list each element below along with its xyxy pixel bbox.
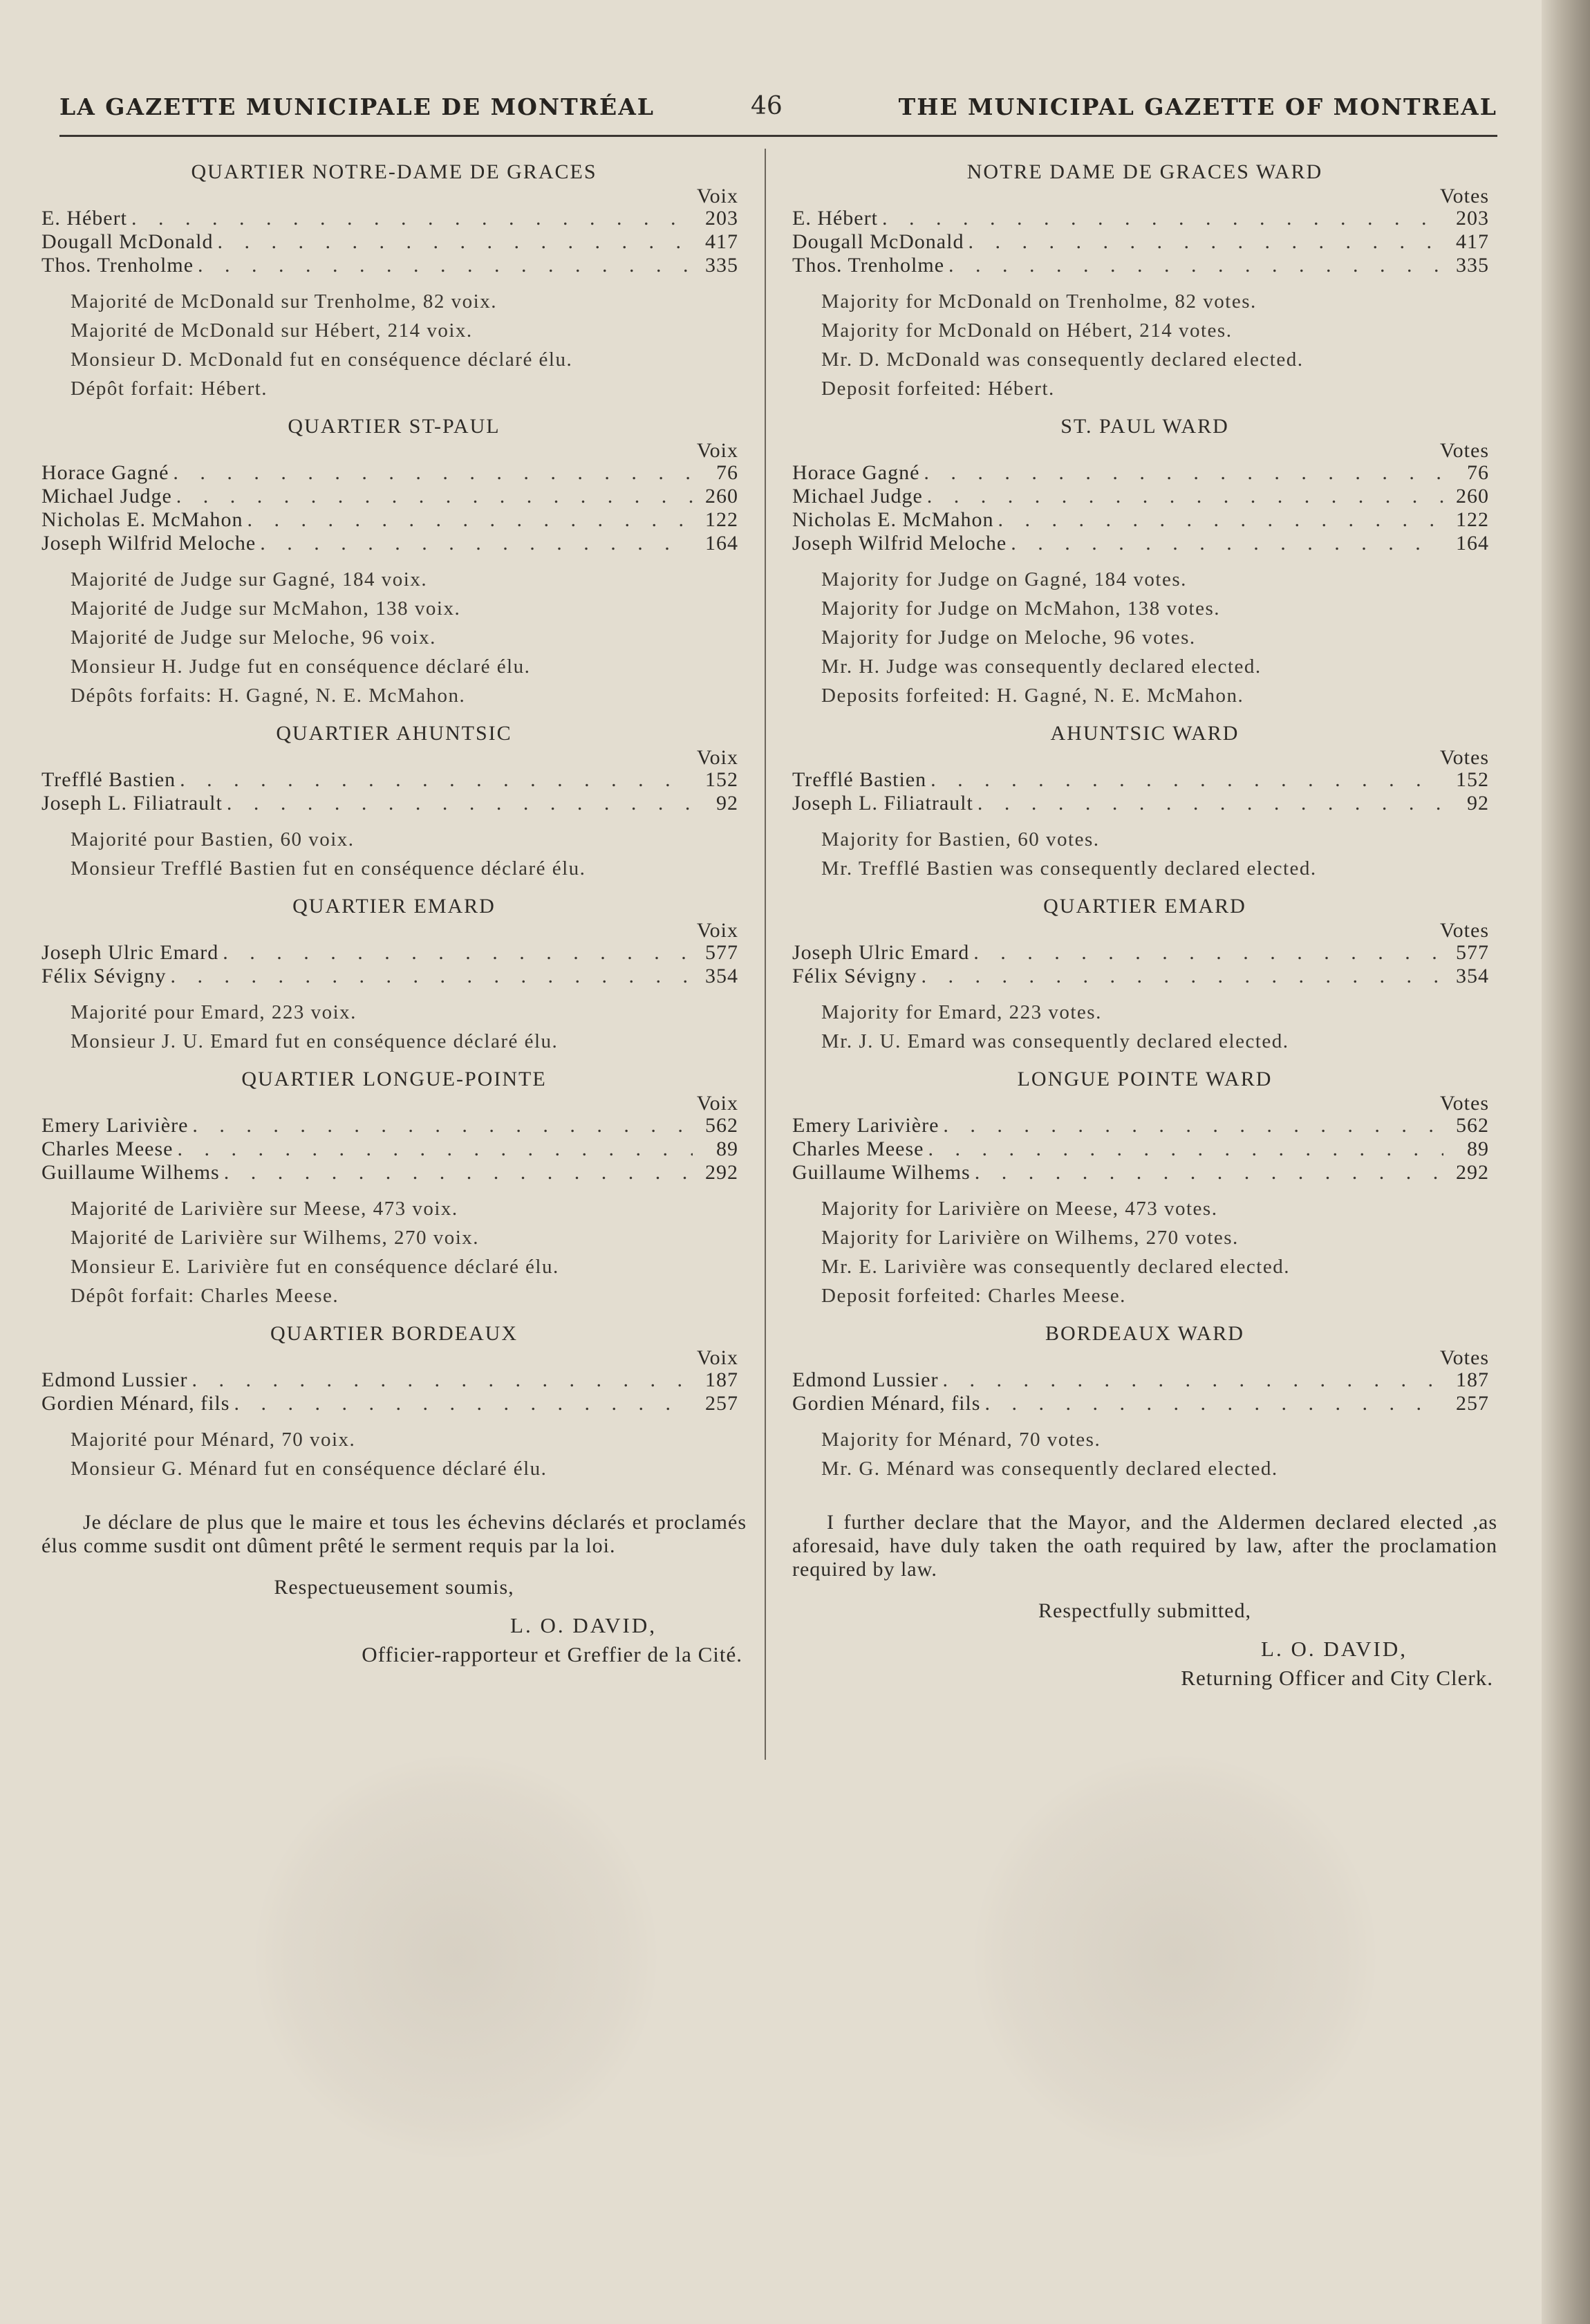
results-list: [41, 768, 747, 815]
dot-leader: [217, 230, 693, 254]
candidate-row: [792, 485, 1497, 508]
candidate-row: [792, 1368, 1497, 1392]
closing-declaration: I further declare that the Mayor, and the Aldermen declared elected ,as aforesaid, have duly taken the oath required by law, after the proclamation required by law.: [792, 1511, 1497, 1581]
results-section: [792, 160, 1497, 403]
votes-unit-label: Voix: [696, 1092, 738, 1115]
dot-leader: [978, 792, 1443, 815]
candidate-row: [41, 1137, 747, 1161]
dot-leader: [191, 1368, 693, 1392]
vote-count: 354: [1456, 965, 1489, 987]
candidate-name: Joseph Ulric Emard: [41, 941, 219, 964]
result-note: Majorité de Larivière sur Meese, 473 voix.: [71, 1198, 458, 1220]
result-note: Majorité de Judge sur McMahon, 138 voix.: [71, 597, 461, 620]
candidate-name: Edmond Lussier: [41, 1368, 188, 1391]
results-list: [792, 461, 1497, 555]
vote-count: 292: [705, 1161, 738, 1184]
vote-count: 122: [1456, 508, 1489, 531]
section-title: LONGUE POINTE WARD: [1017, 1068, 1273, 1090]
candidate-row: [41, 792, 747, 815]
result-note: Majority for Ménard, 70 votes.: [821, 1429, 1101, 1451]
results-section: [41, 721, 747, 883]
candidate-row: [792, 768, 1497, 792]
candidate-row: [41, 965, 747, 988]
candidate-name: E. Hébert: [41, 207, 127, 230]
vote-count: 152: [705, 768, 738, 791]
vote-count: 417: [1456, 230, 1489, 253]
candidate-name: Gordien Ménard, fils: [792, 1392, 981, 1415]
vote-count: 335: [705, 254, 738, 277]
result-note: Majority for McDonald on Trenholme, 82 votes.: [821, 290, 1257, 313]
result-note: Majority for Bastien, 60 votes.: [821, 828, 1100, 850]
result-note: Monsieur E. Larivière fut en conséquence déclaré élu.: [71, 1256, 559, 1278]
dot-leader: [247, 508, 693, 532]
dot-leader: [943, 1114, 1443, 1137]
result-note: Majorité de Judge sur Meloche, 96 voix.: [71, 626, 436, 649]
candidate-name: Joseph L. Filiatrault: [41, 792, 223, 815]
candidate-name: Félix Sévigny: [41, 965, 167, 987]
vote-count: 417: [705, 230, 738, 253]
candidate-row: [41, 485, 747, 508]
candidate-row: [792, 1161, 1497, 1184]
page-number: 46: [751, 92, 783, 120]
candidate-row: [41, 230, 747, 254]
vote-count: 152: [1456, 768, 1489, 791]
dot-leader: [180, 768, 693, 792]
header-title-english: THE MUNICIPAL GAZETTE OF MONTREAL: [898, 93, 1497, 120]
candidate-name: E. Hébert: [792, 207, 878, 230]
results-section: [41, 1321, 747, 1483]
section-title: NOTRE DAME DE GRACES WARD: [966, 160, 1323, 183]
candidate-row: [41, 207, 747, 230]
vote-count: 76: [716, 461, 738, 484]
dot-leader: [924, 461, 1443, 485]
dot-leader: [922, 965, 1443, 988]
dot-leader: [171, 965, 693, 988]
vote-count: 203: [705, 207, 738, 230]
candidate-row: [41, 1161, 747, 1184]
dot-leader: [927, 485, 1443, 508]
candidate-row: [41, 1392, 747, 1415]
candidate-name: Guillaume Wilhems: [41, 1161, 220, 1184]
vote-count: 203: [1456, 207, 1489, 230]
vote-count: 562: [705, 1114, 738, 1137]
candidate-name: Dougall McDonald: [41, 230, 214, 253]
candidate-name: Emery Larivière: [41, 1114, 189, 1137]
candidate-name: Michael Judge: [792, 485, 923, 508]
result-note: Majority for Emard, 223 votes.: [821, 1001, 1102, 1023]
section-notes: [41, 1194, 747, 1310]
result-note: Majorité pour Bastien, 60 voix.: [71, 828, 355, 850]
section-notes: [792, 565, 1497, 710]
candidate-name: Guillaume Wilhems: [792, 1161, 971, 1184]
vote-count: 354: [705, 965, 738, 987]
section-title: AHUNTSIC WARD: [1050, 722, 1240, 745]
result-note: Deposits forfeited: H. Gagné, N. E. McMahon.: [821, 685, 1244, 707]
candidate-name: Joseph Wilfrid Meloche: [792, 532, 1007, 555]
results-section: [792, 894, 1497, 1056]
candidate-name: Horace Gagné: [792, 461, 920, 484]
results-list: [41, 941, 747, 988]
result-note: Monsieur Trefflé Bastien fut en conséquence déclaré élu.: [71, 857, 586, 880]
section-title: BORDEAUX WARD: [1045, 1322, 1244, 1345]
candidate-name: Michael Judge: [41, 485, 172, 508]
dot-leader: [1011, 532, 1443, 555]
section-notes: [792, 998, 1497, 1056]
candidate-row: [792, 941, 1497, 965]
dot-leader: [177, 1137, 693, 1161]
candidate-name: Joseph Wilfrid Meloche: [41, 532, 256, 555]
result-note: Mr. E. Larivière was consequently declared elected.: [821, 1256, 1290, 1278]
candidate-name: Nicholas E. McMahon: [41, 508, 243, 531]
section-title: QUARTIER NOTRE-DAME DE GRACES: [191, 160, 597, 183]
results-list: [41, 1368, 747, 1415]
votes-unit-label: Voix: [696, 185, 738, 207]
candidate-name: Félix Sévigny: [792, 965, 917, 987]
votes-unit-label: Votes: [1439, 439, 1489, 462]
result-note: Majorité de McDonald sur Trenholme, 82 voix.: [71, 290, 497, 313]
results-section: [41, 160, 747, 403]
signature-name: L. O. DAVID,: [1261, 1637, 1407, 1661]
results-list: [792, 1114, 1497, 1184]
dot-leader: [223, 941, 693, 965]
section-title: QUARTIER AHUNTSIC: [276, 722, 512, 745]
candidate-row: [792, 965, 1497, 988]
vote-count: 76: [1467, 461, 1489, 484]
votes-unit-label: Votes: [1439, 185, 1489, 207]
header-title-french: LA GAZETTE MUNICIPALE DE MONTRÉAL: [59, 93, 655, 120]
results-section: [41, 1067, 747, 1310]
candidate-row: [41, 941, 747, 965]
dot-leader: [882, 207, 1443, 230]
results-list: [41, 1114, 747, 1184]
dot-leader: [928, 1137, 1443, 1161]
dot-leader: [930, 768, 1443, 792]
candidate-row: [792, 461, 1497, 485]
results-list: [41, 461, 747, 555]
dot-leader: [984, 1392, 1443, 1415]
vote-count: 260: [1456, 485, 1489, 508]
section-notes: [41, 287, 747, 403]
results-list: [41, 207, 747, 277]
candidate-name: Nicholas E. McMahon: [792, 508, 994, 531]
vote-count: 92: [716, 792, 738, 815]
dot-leader: [173, 461, 693, 485]
candidate-name: Edmond Lussier: [792, 1368, 939, 1391]
vote-count: 187: [1456, 1368, 1489, 1391]
result-note: Mr. D. McDonald was consequently declared elected.: [821, 348, 1304, 371]
result-note: Majorité de Larivière sur Wilhems, 270 voix.: [71, 1227, 480, 1249]
result-note: Majority for Larivière on Wilhems, 270 votes.: [821, 1227, 1239, 1249]
candidate-row: [792, 1114, 1497, 1137]
result-note: Majorité pour Ménard, 70 voix.: [71, 1429, 356, 1451]
result-note: Majority for Judge on McMahon, 138 votes.: [821, 597, 1220, 620]
candidate-name: Joseph Ulric Emard: [792, 941, 970, 964]
candidate-name: Joseph L. Filiatrault: [792, 792, 973, 815]
results-section: [792, 414, 1497, 710]
english-column: [792, 149, 1497, 1691]
candidate-name: Horace Gagné: [41, 461, 169, 484]
vote-count: 122: [705, 508, 738, 531]
book-spine-shadow: [1542, 0, 1590, 2324]
dot-leader: [998, 508, 1443, 532]
signature-title: Returning Officer and City Clerk.: [1181, 1666, 1493, 1690]
candidate-name: Trefflé Bastien: [41, 768, 176, 791]
result-note: Majority for Judge on Gagné, 184 votes.: [821, 568, 1187, 591]
vote-count: 562: [1456, 1114, 1489, 1137]
result-note: Mr. J. U. Emard was consequently declared elected.: [821, 1030, 1289, 1052]
candidate-row: [41, 508, 747, 532]
result-note: Majorité de Judge sur Gagné, 184 voix.: [71, 568, 428, 591]
result-note: Majorité de McDonald sur Hébert, 214 voix.: [71, 319, 473, 342]
candidate-row: [792, 254, 1497, 277]
candidate-name: Charles Meese: [41, 1137, 174, 1160]
candidate-row: [41, 1368, 747, 1392]
result-note: Monsieur H. Judge fut en conséquence déclaré élu.: [71, 656, 531, 678]
section-notes: [41, 825, 747, 883]
dot-leader: [198, 254, 693, 277]
page-header: [59, 86, 1497, 137]
section-title: QUARTIER EMARD: [1043, 895, 1246, 918]
dot-leader: [224, 1161, 693, 1184]
candidate-row: [41, 532, 747, 555]
section-notes: [792, 1425, 1497, 1483]
section-notes: [792, 825, 1497, 883]
section-title: QUARTIER LONGUE-POINTE: [241, 1068, 547, 1090]
vote-count: 187: [705, 1368, 738, 1391]
votes-unit-label: Votes: [1439, 746, 1489, 769]
section-notes: [41, 565, 747, 710]
votes-unit-label: Votes: [1439, 1346, 1489, 1369]
results-list: [792, 768, 1497, 815]
section-notes: [792, 1194, 1497, 1310]
dot-leader: [968, 230, 1443, 254]
result-note: Monsieur D. McDonald fut en conséquence déclaré élu.: [71, 348, 573, 371]
candidate-row: [792, 1392, 1497, 1415]
closing-salutation: Respectueusement soumis,: [274, 1576, 514, 1599]
dot-leader: [948, 254, 1443, 277]
result-note: Deposit forfeited: Hébert.: [821, 378, 1055, 400]
results-section: [792, 721, 1497, 883]
candidate-name: Charles Meese: [792, 1137, 924, 1160]
candidate-row: [41, 254, 747, 277]
vote-count: 292: [1456, 1161, 1489, 1184]
dot-leader: [942, 1368, 1443, 1392]
results-section: [41, 414, 747, 710]
candidate-row: [792, 1137, 1497, 1161]
vote-count: 257: [1456, 1392, 1489, 1415]
section-notes: [41, 998, 747, 1056]
results-section: [41, 894, 747, 1056]
candidate-row: [792, 230, 1497, 254]
vote-count: 164: [1456, 532, 1489, 555]
vote-count: 164: [705, 532, 738, 555]
result-note: Dépôts forfaits: H. Gagné, N. E. McMahon.: [71, 685, 466, 707]
results-section: [792, 1321, 1497, 1483]
result-note: Majorité pour Emard, 223 voix.: [71, 1001, 357, 1023]
vote-count: 335: [1456, 254, 1489, 277]
candidate-name: Gordien Ménard, fils: [41, 1392, 230, 1415]
section-notes: [792, 287, 1497, 403]
candidate-row: [792, 207, 1497, 230]
faded-seal-right: [975, 1756, 1376, 2157]
vote-count: 260: [705, 485, 738, 508]
result-note: Monsieur J. U. Emard fut en conséquence déclaré élu.: [71, 1030, 559, 1052]
candidate-name: Dougall McDonald: [792, 230, 964, 253]
results-section: [792, 1067, 1497, 1310]
votes-unit-label: Votes: [1439, 919, 1489, 942]
votes-unit-label: Voix: [696, 439, 738, 462]
dot-leader: [176, 485, 693, 508]
candidate-row: [792, 508, 1497, 532]
result-note: Majority for Larivière on Meese, 473 votes.: [821, 1198, 1218, 1220]
result-note: Mr. G. Ménard was consequently declared elected.: [821, 1458, 1278, 1480]
votes-unit-label: Voix: [696, 1346, 738, 1369]
candidate-row: [792, 792, 1497, 815]
dot-leader: [973, 941, 1443, 965]
result-note: Mr. H. Judge was consequently declared elected.: [821, 656, 1262, 678]
result-note: Deposit forfeited: Charles Meese.: [821, 1285, 1126, 1307]
vote-count: 89: [716, 1137, 738, 1160]
section-notes: [41, 1425, 747, 1483]
result-note: Majority for Judge on Meloche, 96 votes.: [821, 626, 1196, 649]
french-column: [41, 149, 747, 1667]
vote-count: 92: [1467, 792, 1489, 815]
signature-title: Officier-rapporteur et Greffier de la Cité.: [362, 1642, 742, 1666]
closing-salutation: Respectfully submitted,: [1038, 1599, 1251, 1622]
results-list: [792, 1368, 1497, 1415]
result-note: Dépôt forfait: Charles Meese.: [71, 1285, 339, 1307]
votes-unit-label: Voix: [696, 746, 738, 769]
dot-leader: [227, 792, 693, 815]
candidate-row: [41, 768, 747, 792]
candidate-row: [41, 461, 747, 485]
section-title: QUARTIER BORDEAUX: [270, 1322, 518, 1345]
result-note: Majority for McDonald on Hébert, 214 votes.: [821, 319, 1233, 342]
column-divider: [765, 149, 766, 1760]
signature-name: L. O. DAVID,: [510, 1613, 657, 1637]
candidate-row: [41, 1114, 747, 1137]
candidate-name: Emery Larivière: [792, 1114, 939, 1137]
result-note: Mr. Trefflé Bastien was consequently declared elected.: [821, 857, 1317, 880]
result-note: Monsieur G. Ménard fut en conséquence déclaré élu.: [71, 1458, 548, 1480]
vote-count: 257: [705, 1392, 738, 1415]
results-list: [792, 941, 1497, 988]
vote-count: 89: [1467, 1137, 1489, 1160]
vote-count: 577: [1456, 941, 1489, 964]
vote-count: 577: [705, 941, 738, 964]
dot-leader: [975, 1161, 1443, 1184]
section-title: ST. PAUL WARD: [1060, 415, 1229, 438]
faded-seal-left: [256, 1756, 657, 2157]
section-title: QUARTIER EMARD: [292, 895, 496, 918]
candidate-name: Trefflé Bastien: [792, 768, 927, 791]
dot-leader: [234, 1392, 693, 1415]
votes-unit-label: Votes: [1439, 1092, 1489, 1115]
closing-declaration: Je déclare de plus que le maire et tous les échevins déclarés et proclamés élus comme susdit ont dûment prêté le serment requis par la loi.: [41, 1511, 747, 1557]
candidate-name: Thos. Trenholme: [792, 254, 945, 277]
dot-leader: [260, 532, 693, 555]
dot-leader: [131, 207, 693, 230]
candidate-name: Thos. Trenholme: [41, 254, 194, 277]
votes-unit-label: Voix: [696, 919, 738, 942]
candidate-row: [792, 532, 1497, 555]
section-title: QUARTIER ST-PAUL: [288, 415, 501, 438]
dot-leader: [192, 1114, 693, 1137]
result-note: Dépôt forfait: Hébert.: [71, 378, 268, 400]
results-list: [792, 207, 1497, 277]
